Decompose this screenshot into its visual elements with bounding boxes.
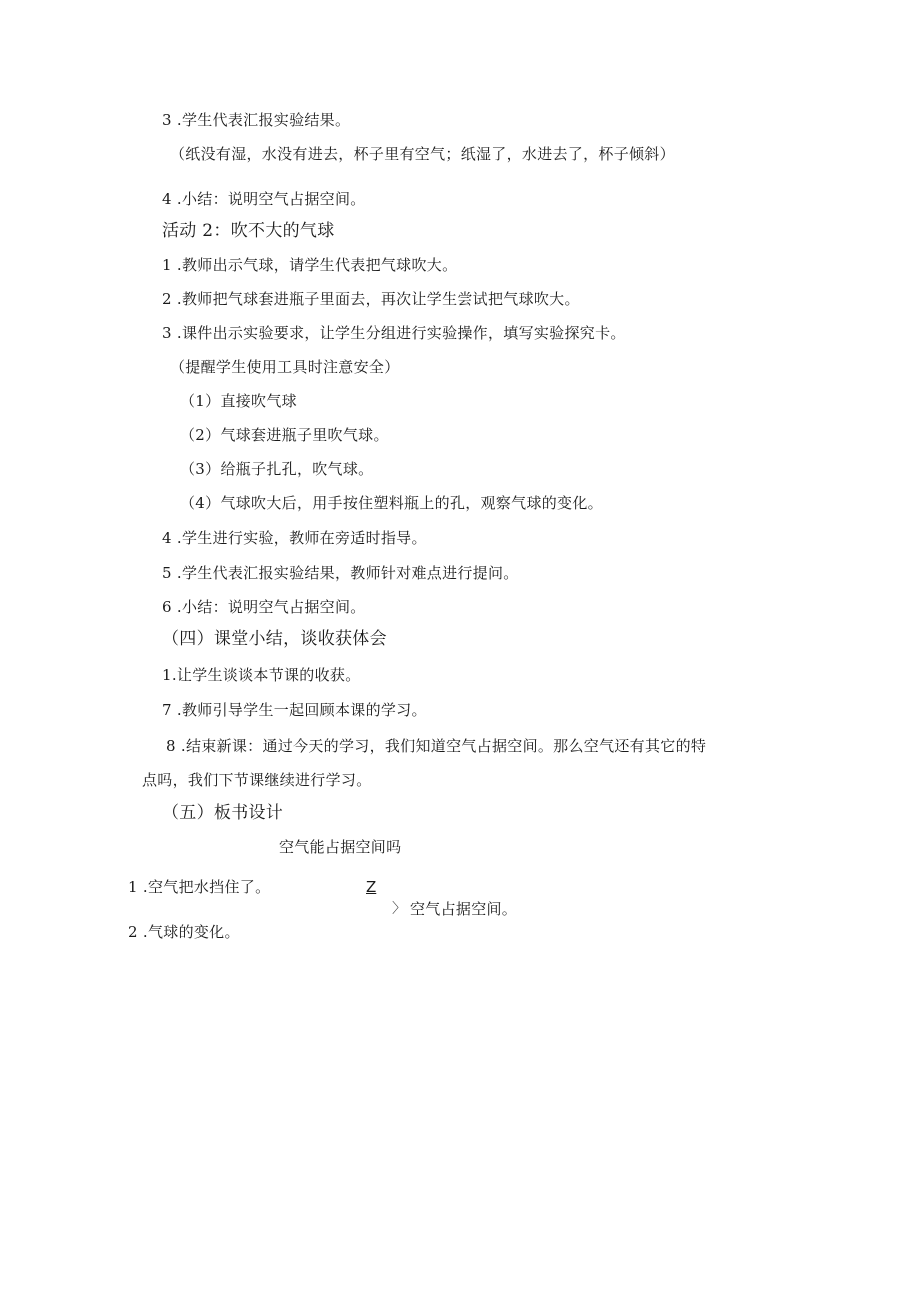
board-item: 2 .气球的变化。 <box>128 923 240 941</box>
text-line: 6 .小结：说明空气占据空间。 <box>162 598 366 616</box>
text-line: （纸没有湿，水没有进去，杯子里有空气；纸湿了，水进去了，杯子倾斜） <box>170 145 675 163</box>
text-line: 7 .教师引导学生一起回顾本课的学习。 <box>162 701 427 719</box>
text-line: 4 .小结：说明空气占据空间。 <box>162 190 366 208</box>
text-line: （2）气球套进瓶子里吹气球。 <box>180 426 389 444</box>
text-line: （1）直接吹气球 <box>180 392 297 410</box>
text-line: 4 .学生进行实验，教师在旁适时指导。 <box>162 529 427 547</box>
text-line: （提醒学生使用工具时注意安全） <box>170 358 400 376</box>
activity-heading: 活动 2：吹不大的气球 <box>162 221 335 241</box>
board-item: 1 .空气把水挡住了。 <box>128 878 271 896</box>
text-line: 点吗，我们下节课继续进行学习。 <box>142 771 372 789</box>
board-z-mark: Z <box>366 878 377 896</box>
text-line: 3 .课件出示实验要求，让学生分组进行实验操作，填写实验探究卡。 <box>162 324 626 342</box>
board-title: 空气能占据空间吗 <box>279 838 402 856</box>
text-line: 5 .学生代表汇报实验结果，教师针对难点进行提问。 <box>162 564 519 582</box>
text-line: （4）气球吹大后，用手按住塑料瓶上的孔，观察气球的变化。 <box>180 494 603 512</box>
brace-icon: 〉 <box>392 901 406 917</box>
text-line: 2 .教师把气球套进瓶子里面去，再次让学生尝试把气球吹大。 <box>162 290 580 308</box>
section-heading: （四）课堂小结，谈收获体会 <box>162 629 387 649</box>
text-line: 3 .学生代表汇报实验结果。 <box>162 111 351 129</box>
section-heading: （五）板书设计 <box>162 803 284 823</box>
text-line: （3）给瓶子扎孔，吹气球。 <box>180 460 374 478</box>
text-line: 1 .教师出示气球，请学生代表把气球吹大。 <box>162 256 458 274</box>
text-line: 1.让学生谈谈本节课的收获。 <box>162 666 361 684</box>
text-line: 8 .结束新课：通过今天的学习，我们知道空气占据空间。那么空气还有其它的特 <box>166 737 707 755</box>
board-conclusion: 空气占据空间。 <box>410 900 518 918</box>
